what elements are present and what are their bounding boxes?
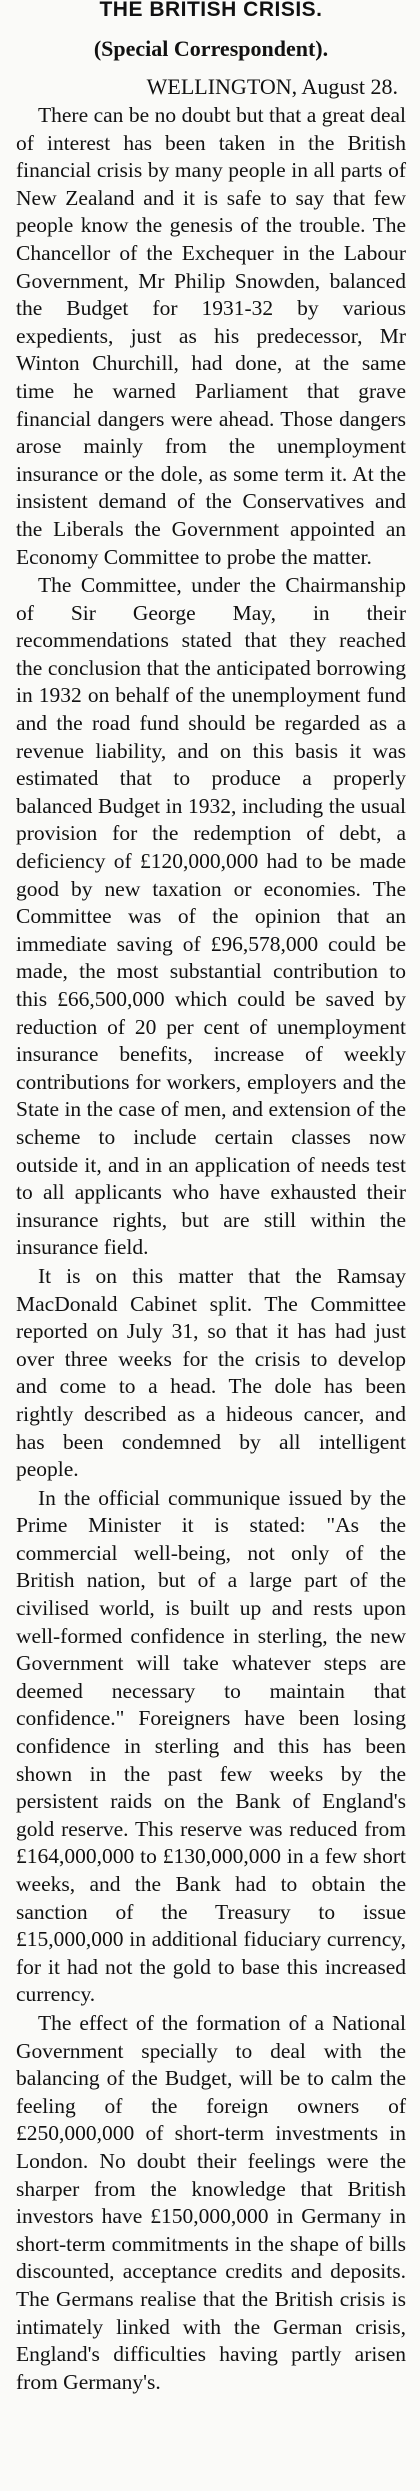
article-paragraph-3: It is on this matter that the Ramsay MacDonald Cabinet split. The Committee reported on July 31, so that it has had just over three weeks for the crisis to develop and come to a head. The dole has been rightly described as a hideous cancer, and has been condemned by all intelligent people. <box>16 1263 406 1482</box>
article-paragraph-2: The Committee, under the Chairmanship of Sir George May, in their recommendations stated that they reached the conclusion that the anticipated borrowing in 1932 on behalf of the unemployment fund and the road fund should be regarded as a revenue liability, and on this basis it was estimated that to produce a properly balanced Budget in 1932, including the usual provision for the redemption of debt, a deficiency of £120,000,000 had to be made good by new taxation or economies. The Committee was of the opinion that an immediate saving of £96,578,000 could be made, the most substantial contribution to this £66,500,000 which could be saved by reduction of 20 per cent of unemployment insurance benefits, increase of weekly contributions for workers, employers and the State in the case of men, and extension of the scheme to include certain classes now outside it, and in an application of needs test to all applicants who have exhausted their insurance rights, but are still within the insurance field. <box>16 573 406 1260</box>
article-paragraph-1: There can be no doubt but that a great deal of interest has been taken in the British financial crisis by many people in all parts of New Zealand and it is safe to say that few people know the genesis of the trouble. The Chancellor of the Exchequer in the Labour Government, Mr Philip Snowden, balanced the Budget for 1931-32 by various expedients, just as his predecessor, Mr Winton Churchill, had done, at the same time he warned Parliament that grave financial dangers were ahead. Those dangers arose mainly from the unemployment insurance or the dole, as some term it. At the insistent demand of the Conservatives and the Liberals the Government appointed an Economy Committee to probe the matter. <box>16 103 406 569</box>
article-byline: (Special Correspondent). <box>93 36 329 61</box>
article-body <box>16 102 406 2396</box>
article-dateline: WELLINGTON, August 28. <box>146 74 398 99</box>
article-title: THE BRITISH CRISIS. <box>99 0 323 20</box>
article-paragraph-5: The effect of the formation of a National Government specially to deal with the balancing of the Budget, will be to calm the feeling of the foreign owners of £250,000,000 of short-term investments in London. No doubt their feelings were the sharper from the knowledge that British investors have £150,000,000 in Germany in short-term commitments in the shape of bills discounted, acceptance credits and deposits. The Germans realise that the British crisis is intimately linked with the German crisis, England's difficulties having partly arisen from Germany's. <box>16 2010 406 2394</box>
article-paragraph-4: In the official communique issued by the Prime Minister it is stated: "As the commercial well-being, not only of the British nation, but of a large part of the civilised world, is built up and rests upon well-formed confidence in sterling, the new Government will take whatever steps are deemed necessary to maintain that confidence." Foreigners have been losing confidence in sterling and this has been shown in the past few weeks by the persistent raids on the Bank of England's gold reserve. This reserve was reduced from £164,000,000 to £130,000,000 in a few short weeks, and the Bank had to obtain the sanction of the Treasury to issue £15,000,000 in additional fiduciary currency, for it had not the gold to base this increased currency. <box>16 1485 406 2007</box>
